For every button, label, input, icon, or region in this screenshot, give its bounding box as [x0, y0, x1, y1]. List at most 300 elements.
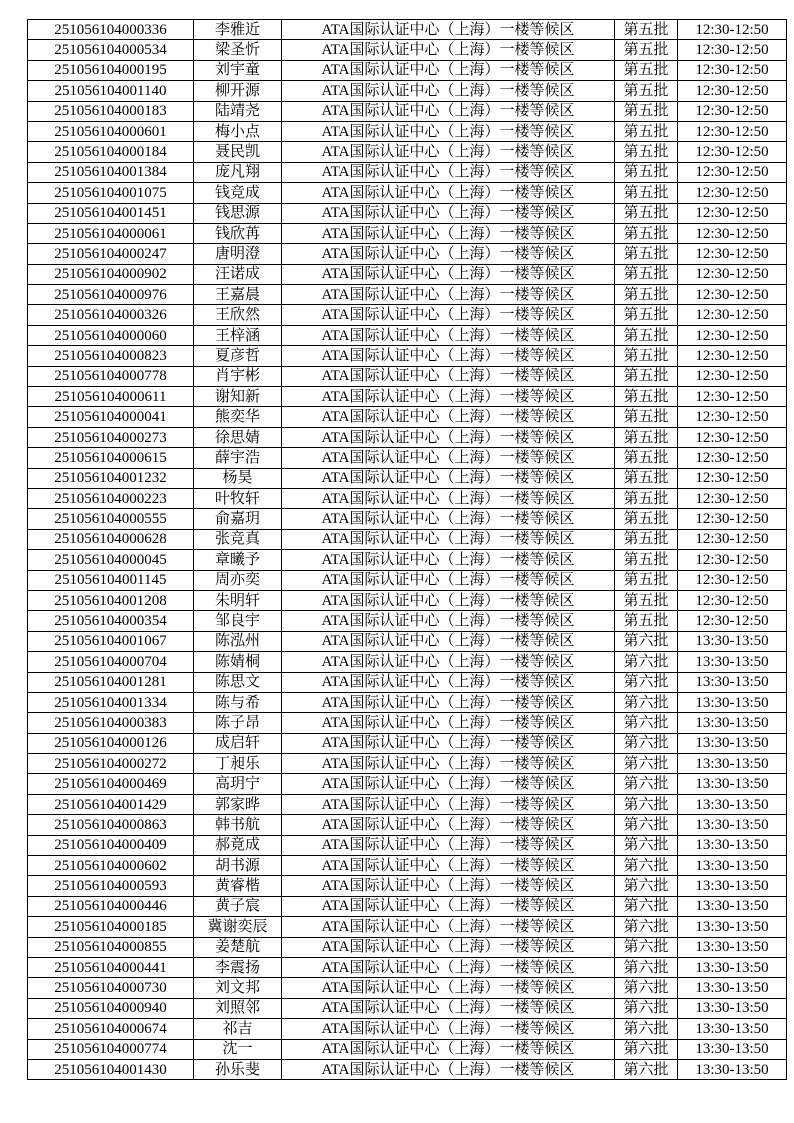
table-row [28, 346, 787, 366]
location-cell: ATA国际认证中心（上海）一楼等候区 [282, 203, 615, 223]
exam-id-cell: 251056104001208 [28, 590, 194, 610]
time-slot-cell: 12:30-12:50 [678, 407, 787, 427]
candidate-name-cell: 刘照邻 [194, 998, 282, 1018]
batch-cell: 第五批 [615, 407, 678, 427]
location-cell: ATA国际认证中心（上海）一楼等候区 [282, 305, 615, 325]
candidate-name-cell: 刘宇童 [194, 60, 282, 80]
time-slot-cell: 13:30-13:50 [678, 652, 787, 672]
exam-id-cell: 251056104000601 [28, 121, 194, 141]
table-row [28, 488, 787, 508]
candidate-name-cell: 高玥宁 [194, 774, 282, 794]
time-slot-cell: 12:30-12:50 [678, 325, 787, 345]
exam-id-cell: 251056104000704 [28, 652, 194, 672]
exam-id-cell: 251056104000041 [28, 407, 194, 427]
table-row [28, 1059, 787, 1079]
table-row [28, 101, 787, 121]
table-row [28, 223, 787, 243]
table-row [28, 366, 787, 386]
time-slot-cell: 13:30-13:50 [678, 774, 787, 794]
table-row [28, 509, 787, 529]
time-slot-cell: 12:30-12:50 [678, 20, 787, 40]
location-cell: ATA国际认证中心（上海）一楼等候区 [282, 468, 615, 488]
batch-cell: 第五批 [615, 448, 678, 468]
candidate-name-cell: 章曦予 [194, 550, 282, 570]
batch-cell: 第五批 [615, 285, 678, 305]
table-row [28, 244, 787, 264]
table-row [28, 937, 787, 957]
table-row [28, 183, 787, 203]
location-cell: ATA国际认证中心（上海）一楼等候区 [282, 570, 615, 590]
location-cell: ATA国际认证中心（上海）一楼等候区 [282, 264, 615, 284]
batch-cell: 第五批 [615, 468, 678, 488]
exam-id-cell: 251056104000593 [28, 876, 194, 896]
batch-cell: 第六批 [615, 815, 678, 835]
candidate-name-cell: 柳开源 [194, 81, 282, 101]
time-slot-cell: 13:30-13:50 [678, 1059, 787, 1079]
exam-id-cell: 251056104001384 [28, 162, 194, 182]
location-cell: ATA国际认证中心（上海）一楼等候区 [282, 835, 615, 855]
exam-id-cell: 251056104000469 [28, 774, 194, 794]
table-row [28, 60, 787, 80]
candidate-name-cell: 王梓涵 [194, 325, 282, 345]
time-slot-cell: 12:30-12:50 [678, 162, 787, 182]
candidate-name-cell: 张竞真 [194, 529, 282, 549]
exam-id-cell: 251056104000555 [28, 509, 194, 529]
batch-cell: 第五批 [615, 40, 678, 60]
candidate-name-cell: 孙乐斐 [194, 1059, 282, 1079]
batch-cell: 第六批 [615, 835, 678, 855]
candidate-name-cell: 钱竞成 [194, 183, 282, 203]
table-row [28, 856, 787, 876]
table-row [28, 692, 787, 712]
exam-id-cell: 251056104000863 [28, 815, 194, 835]
table-row [28, 121, 787, 141]
batch-cell: 第六批 [615, 794, 678, 814]
batch-cell: 第五批 [615, 550, 678, 570]
location-cell: ATA国际认证中心（上海）一楼等候区 [282, 590, 615, 610]
time-slot-cell: 13:30-13:50 [678, 754, 787, 774]
time-slot-cell: 12:30-12:50 [678, 305, 787, 325]
candidate-name-cell: 唐明澄 [194, 244, 282, 264]
table-row [28, 427, 787, 447]
batch-cell: 第五批 [615, 121, 678, 141]
exam-id-cell: 251056104000774 [28, 1039, 194, 1059]
batch-cell: 第六批 [615, 652, 678, 672]
candidate-name-cell: 梅小点 [194, 121, 282, 141]
batch-cell: 第五批 [615, 81, 678, 101]
batch-cell: 第五批 [615, 203, 678, 223]
exam-id-cell: 251056104000223 [28, 488, 194, 508]
exam-id-cell: 251056104000855 [28, 937, 194, 957]
time-slot-cell: 12:30-12:50 [678, 223, 787, 243]
exam-id-cell: 251056104000902 [28, 264, 194, 284]
candidate-name-cell: 叶牧轩 [194, 488, 282, 508]
time-slot-cell: 12:30-12:50 [678, 611, 787, 631]
candidate-table-body [28, 20, 787, 1080]
location-cell: ATA国际认证中心（上海）一楼等候区 [282, 876, 615, 896]
location-cell: ATA国际认证中心（上海）一楼等候区 [282, 713, 615, 733]
candidate-name-cell: 陈思文 [194, 672, 282, 692]
batch-cell: 第六批 [615, 1019, 678, 1039]
exam-id-cell: 251056104000602 [28, 856, 194, 876]
exam-id-cell: 251056104000126 [28, 733, 194, 753]
candidate-name-cell: 郝竟成 [194, 835, 282, 855]
candidate-name-cell: 徐思婧 [194, 427, 282, 447]
exam-id-cell: 251056104000674 [28, 1019, 194, 1039]
exam-id-cell: 251056104000778 [28, 366, 194, 386]
exam-id-cell: 251056104001232 [28, 468, 194, 488]
candidate-name-cell: 陈与希 [194, 692, 282, 712]
table-row [28, 407, 787, 427]
location-cell: ATA国际认证中心（上海）一楼等候区 [282, 794, 615, 814]
candidate-name-cell: 杨昊 [194, 468, 282, 488]
exam-id-cell: 251056104000336 [28, 20, 194, 40]
exam-id-cell: 251056104000061 [28, 223, 194, 243]
time-slot-cell: 13:30-13:50 [678, 937, 787, 957]
batch-cell: 第六批 [615, 733, 678, 753]
location-cell: ATA国际认证中心（上海）一楼等候区 [282, 998, 615, 1018]
batch-cell: 第六批 [615, 692, 678, 712]
time-slot-cell: 12:30-12:50 [678, 183, 787, 203]
batch-cell: 第六批 [615, 957, 678, 977]
candidate-name-cell: 沈一 [194, 1039, 282, 1059]
location-cell: ATA国际认证中心（上海）一楼等候区 [282, 366, 615, 386]
location-cell: ATA国际认证中心（上海）一楼等候区 [282, 917, 615, 937]
candidate-name-cell: 黄子宸 [194, 896, 282, 916]
location-cell: ATA国际认证中心（上海）一楼等候区 [282, 488, 615, 508]
table-row [28, 774, 787, 794]
location-cell: ATA国际认证中心（上海）一楼等候区 [282, 672, 615, 692]
batch-cell: 第六批 [615, 1059, 678, 1079]
location-cell: ATA国际认证中心（上海）一楼等候区 [282, 1059, 615, 1079]
batch-cell: 第五批 [615, 325, 678, 345]
location-cell: ATA国际认证中心（上海）一楼等候区 [282, 856, 615, 876]
batch-cell: 第五批 [615, 570, 678, 590]
exam-id-cell: 251056104000441 [28, 957, 194, 977]
table-row [28, 570, 787, 590]
location-cell: ATA国际认证中心（上海）一楼等候区 [282, 325, 615, 345]
location-cell: ATA国际认证中心（上海）一楼等候区 [282, 40, 615, 60]
location-cell: ATA国际认证中心（上海）一楼等候区 [282, 957, 615, 977]
candidate-name-cell: 陈泓州 [194, 631, 282, 651]
batch-cell: 第六批 [615, 672, 678, 692]
location-cell: ATA国际认证中心（上海）一楼等候区 [282, 896, 615, 916]
exam-id-cell: 251056104000730 [28, 978, 194, 998]
candidate-name-cell: 聂民凯 [194, 142, 282, 162]
time-slot-cell: 13:30-13:50 [678, 713, 787, 733]
exam-id-cell: 251056104001140 [28, 81, 194, 101]
batch-cell: 第五批 [615, 611, 678, 631]
batch-cell: 第五批 [615, 264, 678, 284]
exam-id-cell: 251056104001145 [28, 570, 194, 590]
batch-cell: 第六批 [615, 998, 678, 1018]
exam-id-cell: 251056104000183 [28, 101, 194, 121]
time-slot-cell: 12:30-12:50 [678, 244, 787, 264]
table-row [28, 387, 787, 407]
time-slot-cell: 13:30-13:50 [678, 856, 787, 876]
time-slot-cell: 12:30-12:50 [678, 81, 787, 101]
location-cell: ATA国际认证中心（上海）一楼等候区 [282, 223, 615, 243]
table-row [28, 448, 787, 468]
table-row [28, 590, 787, 610]
batch-cell: 第五批 [615, 223, 678, 243]
candidate-name-cell: 梁圣忻 [194, 40, 282, 60]
table-row [28, 794, 787, 814]
time-slot-cell: 13:30-13:50 [678, 998, 787, 1018]
batch-cell: 第六批 [615, 774, 678, 794]
time-slot-cell: 12:30-12:50 [678, 121, 787, 141]
location-cell: ATA国际认证中心（上海）一楼等候区 [282, 815, 615, 835]
table-row [28, 264, 787, 284]
time-slot-cell: 12:30-12:50 [678, 387, 787, 407]
time-slot-cell: 12:30-12:50 [678, 427, 787, 447]
table-row [28, 203, 787, 223]
table-row [28, 285, 787, 305]
exam-id-cell: 251056104001067 [28, 631, 194, 651]
location-cell: ATA国际认证中心（上海）一楼等候区 [282, 978, 615, 998]
table-row [28, 713, 787, 733]
exam-id-cell: 251056104000628 [28, 529, 194, 549]
table-row [28, 20, 787, 40]
time-slot-cell: 13:30-13:50 [678, 917, 787, 937]
candidate-name-cell: 夏彦哲 [194, 346, 282, 366]
location-cell: ATA国际认证中心（上海）一楼等候区 [282, 774, 615, 794]
location-cell: ATA国际认证中心（上海）一楼等候区 [282, 448, 615, 468]
candidate-name-cell: 朱明轩 [194, 590, 282, 610]
exam-id-cell: 251056104001075 [28, 183, 194, 203]
candidate-name-cell: 钱思源 [194, 203, 282, 223]
exam-id-cell: 251056104000247 [28, 244, 194, 264]
location-cell: ATA国际认证中心（上海）一楼等候区 [282, 631, 615, 651]
time-slot-cell: 13:30-13:50 [678, 672, 787, 692]
exam-id-cell: 251056104000409 [28, 835, 194, 855]
location-cell: ATA国际认证中心（上海）一楼等候区 [282, 407, 615, 427]
time-slot-cell: 12:30-12:50 [678, 203, 787, 223]
time-slot-cell: 13:30-13:50 [678, 896, 787, 916]
exam-id-cell: 251056104000611 [28, 387, 194, 407]
location-cell: ATA国际认证中心（上海）一楼等候区 [282, 20, 615, 40]
batch-cell: 第五批 [615, 590, 678, 610]
candidate-name-cell: 陈子昂 [194, 713, 282, 733]
table-row [28, 529, 787, 549]
table-row [28, 550, 787, 570]
time-slot-cell: 12:30-12:50 [678, 264, 787, 284]
time-slot-cell: 12:30-12:50 [678, 366, 787, 386]
candidate-name-cell: 熊奕华 [194, 407, 282, 427]
time-slot-cell: 13:30-13:50 [678, 978, 787, 998]
exam-id-cell: 251056104000195 [28, 60, 194, 80]
time-slot-cell: 12:30-12:50 [678, 590, 787, 610]
time-slot-cell: 13:30-13:50 [678, 1039, 787, 1059]
location-cell: ATA国际认证中心（上海）一楼等候区 [282, 550, 615, 570]
batch-cell: 第五批 [615, 162, 678, 182]
candidate-name-cell: 姜楚航 [194, 937, 282, 957]
candidate-name-cell: 谢知新 [194, 387, 282, 407]
candidate-name-cell: 肖宇彬 [194, 366, 282, 386]
table-row [28, 998, 787, 1018]
candidate-name-cell: 王欣然 [194, 305, 282, 325]
exam-id-cell: 251056104000060 [28, 325, 194, 345]
time-slot-cell: 13:30-13:50 [678, 692, 787, 712]
time-slot-cell: 12:30-12:50 [678, 488, 787, 508]
time-slot-cell: 12:30-12:50 [678, 142, 787, 162]
exam-id-cell: 251056104001451 [28, 203, 194, 223]
exam-id-cell: 251056104000615 [28, 448, 194, 468]
candidate-name-cell: 王嘉晨 [194, 285, 282, 305]
candidate-name-cell: 陈婧桐 [194, 652, 282, 672]
candidate-name-cell: 冀谢奕辰 [194, 917, 282, 937]
time-slot-cell: 13:30-13:50 [678, 876, 787, 896]
exam-id-cell: 251056104000273 [28, 427, 194, 447]
candidate-name-cell: 李雅近 [194, 20, 282, 40]
table-row [28, 957, 787, 977]
exam-id-cell: 251056104000940 [28, 998, 194, 1018]
exam-id-cell: 251056104000446 [28, 896, 194, 916]
time-slot-cell: 12:30-12:50 [678, 60, 787, 80]
time-slot-cell: 13:30-13:50 [678, 957, 787, 977]
location-cell: ATA国际认证中心（上海）一楼等候区 [282, 509, 615, 529]
location-cell: ATA国际认证中心（上海）一楼等候区 [282, 529, 615, 549]
exam-id-cell: 251056104000823 [28, 346, 194, 366]
exam-id-cell: 251056104000184 [28, 142, 194, 162]
batch-cell: 第五批 [615, 427, 678, 447]
exam-id-cell: 251056104001281 [28, 672, 194, 692]
table-row [28, 142, 787, 162]
candidate-name-cell: 黄睿楷 [194, 876, 282, 896]
batch-cell: 第五批 [615, 529, 678, 549]
batch-cell: 第六批 [615, 1039, 678, 1059]
exam-id-cell: 251056104000976 [28, 285, 194, 305]
location-cell: ATA国际认证中心（上海）一楼等候区 [282, 285, 615, 305]
candidate-name-cell: 刘文邦 [194, 978, 282, 998]
location-cell: ATA国际认证中心（上海）一楼等候区 [282, 101, 615, 121]
exam-id-cell: 251056104000272 [28, 754, 194, 774]
batch-cell: 第五批 [615, 183, 678, 203]
time-slot-cell: 12:30-12:50 [678, 550, 787, 570]
time-slot-cell: 12:30-12:50 [678, 448, 787, 468]
candidate-name-cell: 庞凡翔 [194, 162, 282, 182]
exam-id-cell: 251056104000326 [28, 305, 194, 325]
table-row [28, 305, 787, 325]
table-row [28, 733, 787, 753]
batch-cell: 第五批 [615, 60, 678, 80]
table-row [28, 876, 787, 896]
batch-cell: 第五批 [615, 509, 678, 529]
batch-cell: 第五批 [615, 305, 678, 325]
location-cell: ATA国际认证中心（上海）一楼等候区 [282, 387, 615, 407]
time-slot-cell: 13:30-13:50 [678, 815, 787, 835]
table-row [28, 1019, 787, 1039]
time-slot-cell: 12:30-12:50 [678, 346, 787, 366]
candidate-name-cell: 陆靖尧 [194, 101, 282, 121]
batch-cell: 第六批 [615, 713, 678, 733]
time-slot-cell: 13:30-13:50 [678, 631, 787, 651]
table-row [28, 754, 787, 774]
time-slot-cell: 13:30-13:50 [678, 733, 787, 753]
time-slot-cell: 13:30-13:50 [678, 835, 787, 855]
location-cell: ATA国际认证中心（上海）一楼等候区 [282, 162, 615, 182]
time-slot-cell: 12:30-12:50 [678, 40, 787, 60]
table-row [28, 917, 787, 937]
exam-id-cell: 251056104000185 [28, 917, 194, 937]
batch-cell: 第五批 [615, 20, 678, 40]
location-cell: ATA国际认证中心（上海）一楼等候区 [282, 60, 615, 80]
location-cell: ATA国际认证中心（上海）一楼等候区 [282, 611, 615, 631]
location-cell: ATA国际认证中心（上海）一楼等候区 [282, 692, 615, 712]
table-row [28, 468, 787, 488]
table-row [28, 611, 787, 631]
table-row [28, 652, 787, 672]
batch-cell: 第五批 [615, 142, 678, 162]
location-cell: ATA国际认证中心（上海）一楼等候区 [282, 652, 615, 672]
batch-cell: 第六批 [615, 917, 678, 937]
candidate-name-cell: 薛宇浩 [194, 448, 282, 468]
candidate-name-cell: 韩书航 [194, 815, 282, 835]
candidate-name-cell: 汪诺成 [194, 264, 282, 284]
table-row [28, 815, 787, 835]
exam-id-cell: 251056104000534 [28, 40, 194, 60]
location-cell: ATA国际认证中心（上海）一楼等候区 [282, 142, 615, 162]
exam-id-cell: 251056104000354 [28, 611, 194, 631]
location-cell: ATA国际认证中心（上海）一楼等候区 [282, 346, 615, 366]
candidate-name-cell: 邹良宇 [194, 611, 282, 631]
exam-id-cell: 251056104000383 [28, 713, 194, 733]
batch-cell: 第六批 [615, 937, 678, 957]
location-cell: ATA国际认证中心（上海）一楼等候区 [282, 1019, 615, 1039]
batch-cell: 第五批 [615, 244, 678, 264]
candidate-table [27, 19, 787, 1080]
candidate-name-cell: 成启轩 [194, 733, 282, 753]
candidate-name-cell: 李震扬 [194, 957, 282, 977]
time-slot-cell: 13:30-13:50 [678, 1019, 787, 1039]
table-row [28, 325, 787, 345]
batch-cell: 第六批 [615, 631, 678, 651]
location-cell: ATA国际认证中心（上海）一楼等候区 [282, 733, 615, 753]
location-cell: ATA国际认证中心（上海）一楼等候区 [282, 121, 615, 141]
candidate-name-cell: 丁昶乐 [194, 754, 282, 774]
time-slot-cell: 12:30-12:50 [678, 285, 787, 305]
table-row [28, 835, 787, 855]
table-row [28, 81, 787, 101]
time-slot-cell: 12:30-12:50 [678, 101, 787, 121]
location-cell: ATA国际认证中心（上海）一楼等候区 [282, 1039, 615, 1059]
batch-cell: 第五批 [615, 366, 678, 386]
candidate-name-cell: 郭家晔 [194, 794, 282, 814]
batch-cell: 第六批 [615, 978, 678, 998]
batch-cell: 第六批 [615, 896, 678, 916]
table-row [28, 672, 787, 692]
candidate-name-cell: 胡书源 [194, 856, 282, 876]
table-row [28, 896, 787, 916]
table-row [28, 978, 787, 998]
table-row [28, 1039, 787, 1059]
exam-id-cell: 251056104000045 [28, 550, 194, 570]
time-slot-cell: 13:30-13:50 [678, 794, 787, 814]
batch-cell: 第六批 [615, 856, 678, 876]
time-slot-cell: 12:30-12:50 [678, 468, 787, 488]
exam-id-cell: 251056104001334 [28, 692, 194, 712]
table-row [28, 631, 787, 651]
location-cell: ATA国际认证中心（上海）一楼等候区 [282, 427, 615, 447]
batch-cell: 第六批 [615, 754, 678, 774]
table-row [28, 162, 787, 182]
table-row [28, 40, 787, 60]
time-slot-cell: 12:30-12:50 [678, 529, 787, 549]
exam-id-cell: 251056104001430 [28, 1059, 194, 1079]
batch-cell: 第五批 [615, 387, 678, 407]
batch-cell: 第六批 [615, 876, 678, 896]
location-cell: ATA国际认证中心（上海）一楼等候区 [282, 183, 615, 203]
